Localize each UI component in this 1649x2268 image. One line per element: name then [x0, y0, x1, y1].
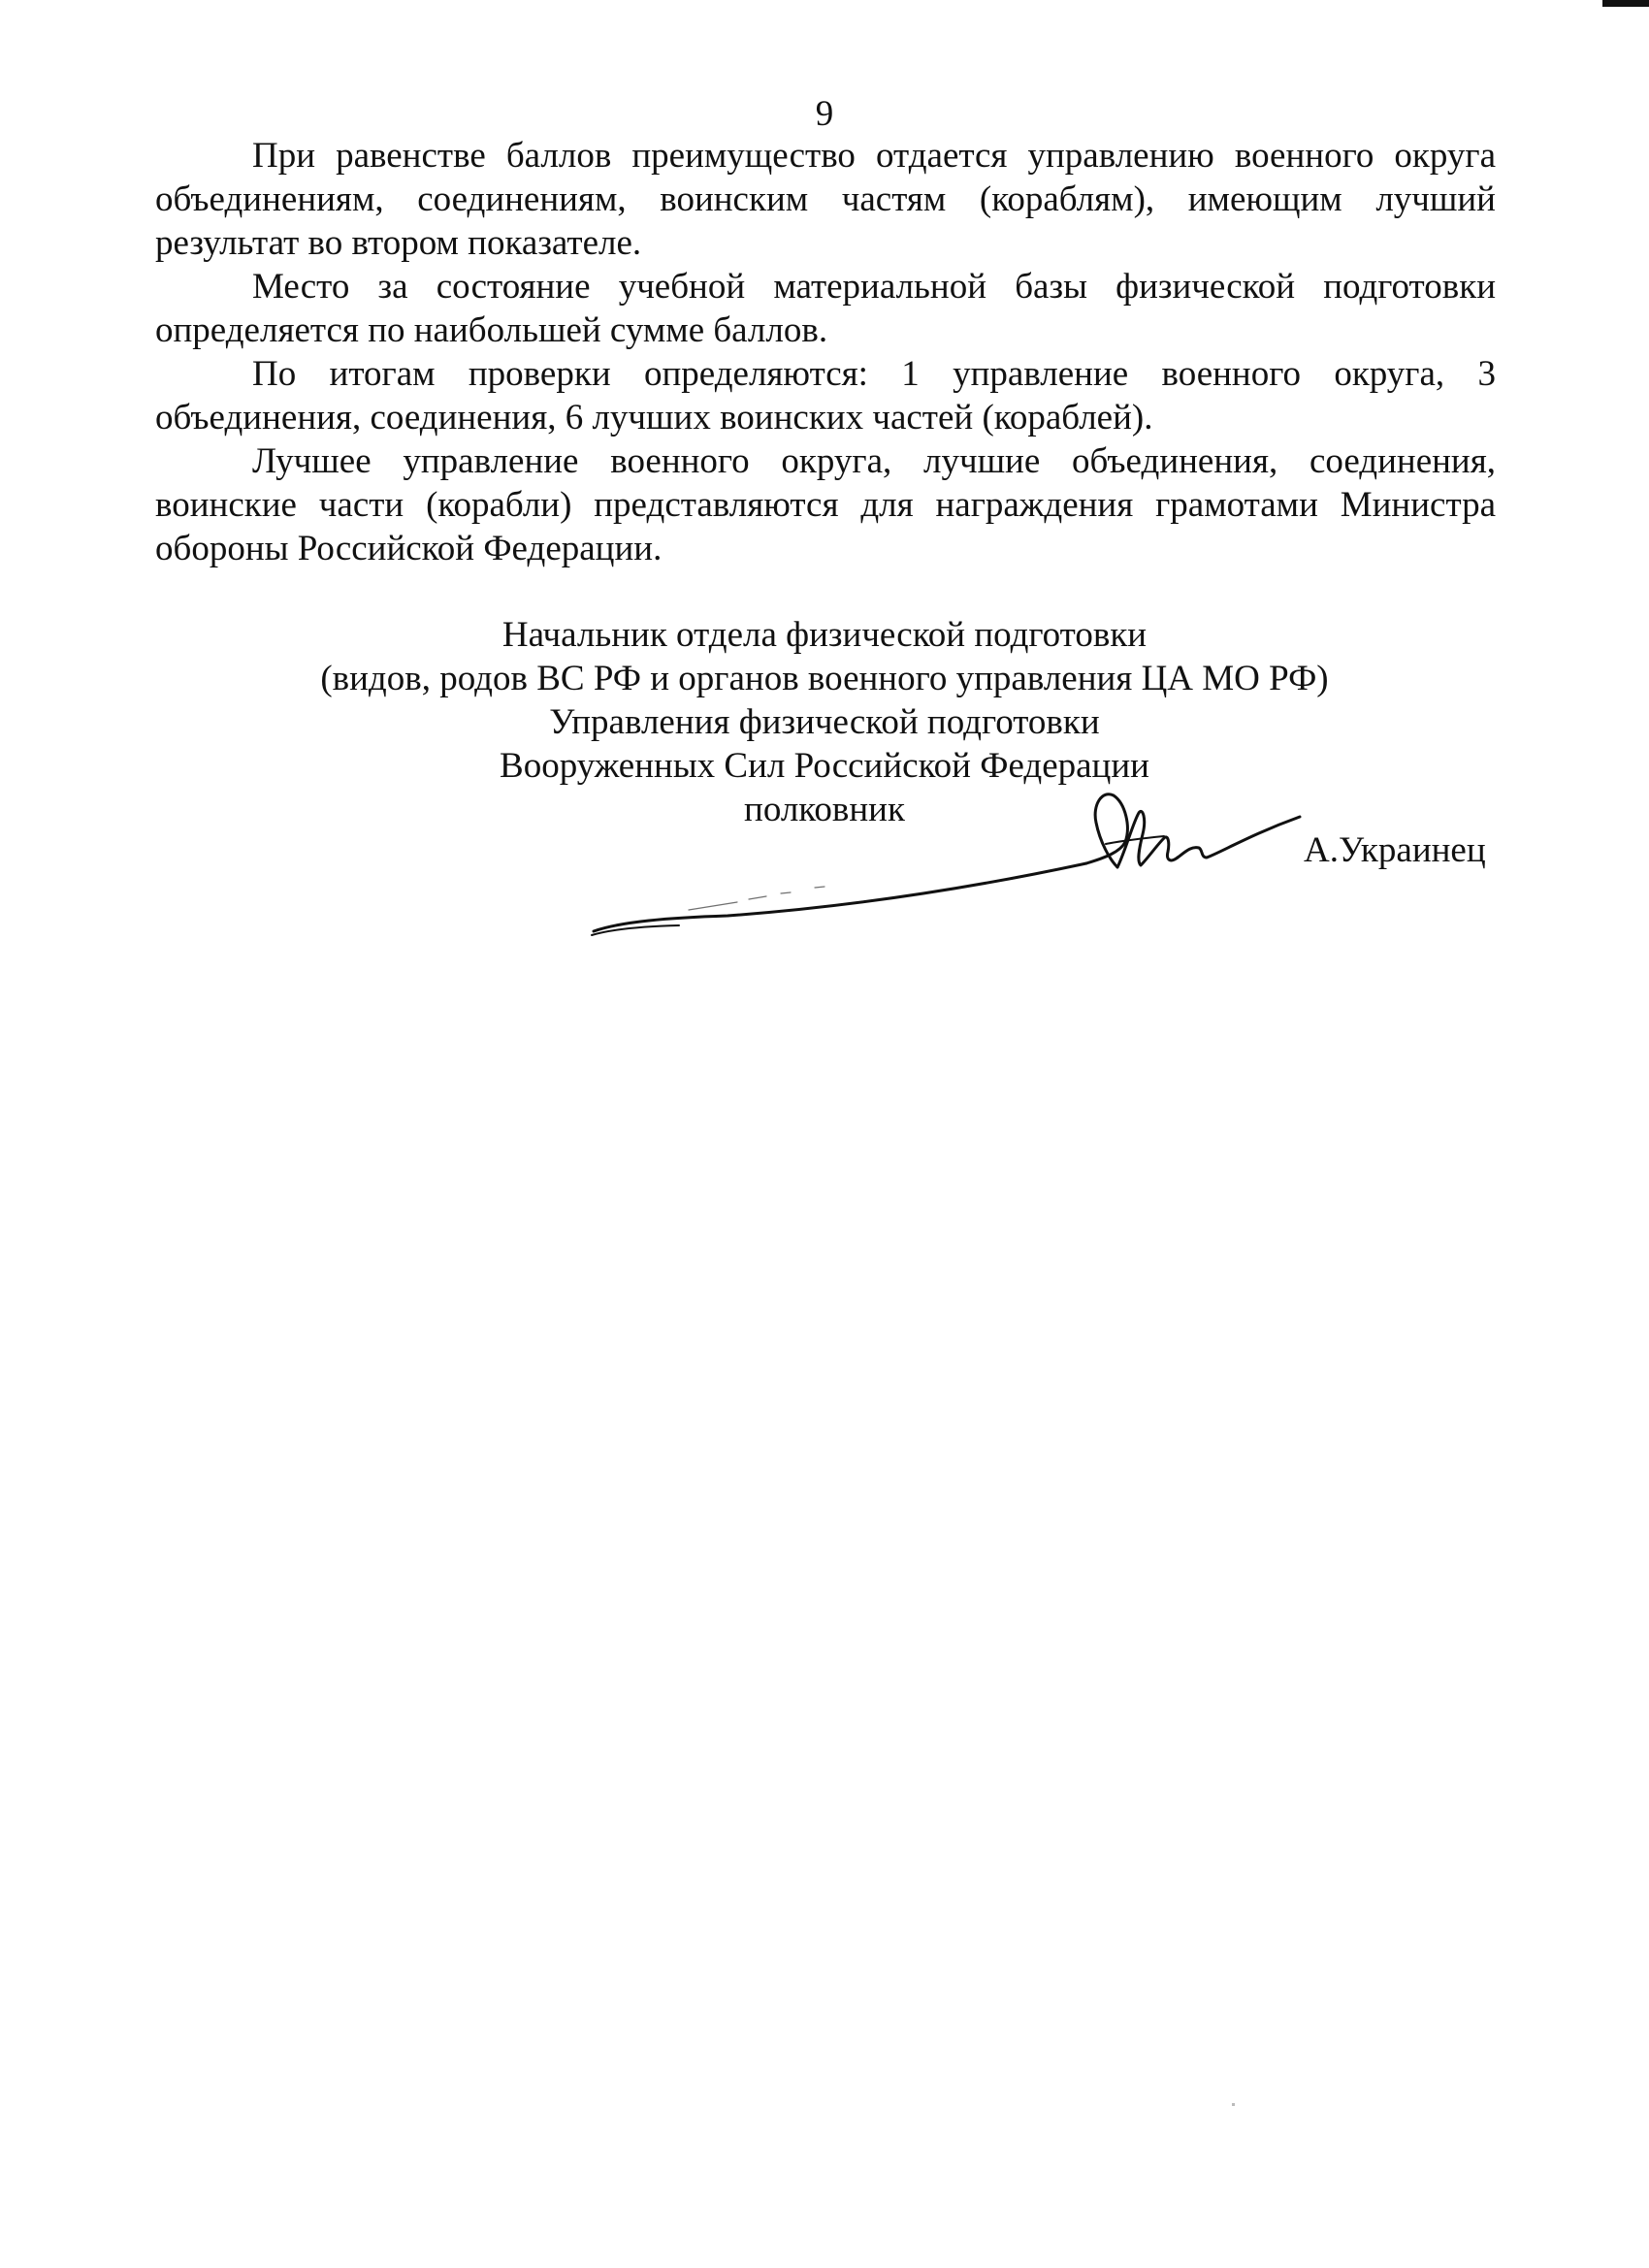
- signer-position-line-3: Управления физической подготовки: [549, 702, 1100, 742]
- signer-position-line-2: (видов, родов ВС РФ и органов военного управления ЦА МО РФ): [320, 659, 1329, 698]
- page-number: 9: [815, 94, 834, 134]
- signer-position-line-1: Начальник отдела физической подготовки: [501, 615, 1148, 655]
- paragraph-material-base: Место за состояние учебной материальной базы физической подготовки определяется по наибольшей сумме баллов.: [155, 267, 1496, 350]
- signer-name: А.Украинец: [1304, 830, 1486, 870]
- document-body: [155, 134, 1496, 570]
- signer-rank: полковник: [744, 790, 905, 829]
- signer-position-line-4: Вооруженных Сил Российской Федерации: [500, 746, 1149, 786]
- paragraph-awards: Лучшее управление военного округа, лучшие объединения, соединения, воинские части (корабли) представляются для награждения грамотами Министра обороны Российской Федерации.: [155, 441, 1496, 568]
- paragraph-results: По итогам проверки определяются: 1 управление военного округа, 3 объединения, соединения, 6 лучших воинских частей (кораблей).: [155, 354, 1496, 437]
- paragraph-tie-rule: При равенстве баллов преимущество отдается управлению военного округа объединениям, соединениям, воинским частям (кораблям), имеющим лучший результат во втором показателе.: [155, 136, 1496, 263]
- scan-speck: [1232, 2103, 1235, 2106]
- handwritten-signature-icon: [582, 784, 1319, 958]
- scan-edge-mark: [1602, 0, 1649, 7]
